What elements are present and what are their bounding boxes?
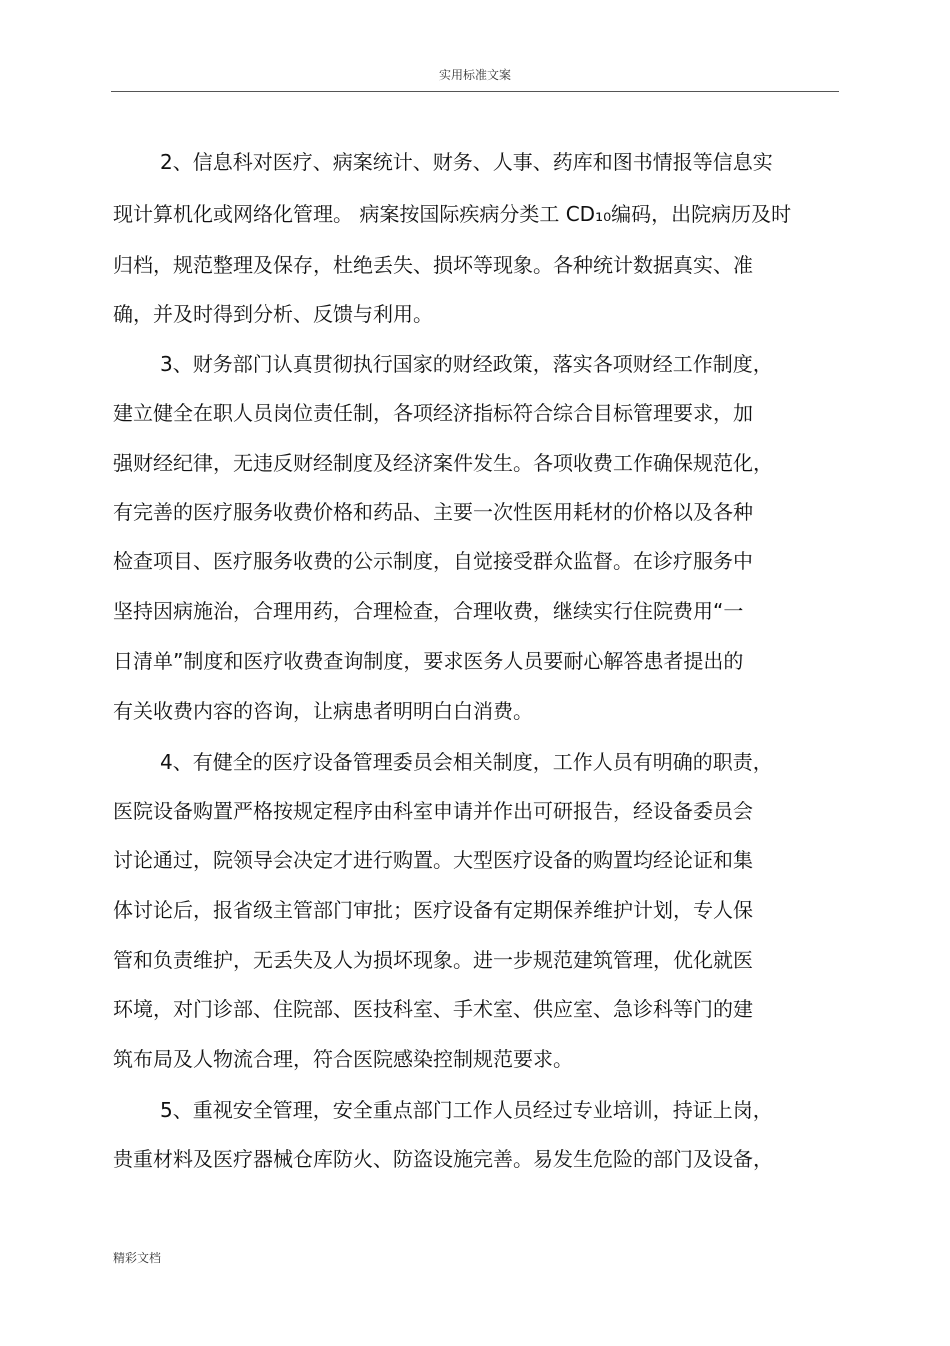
paragraph-4-line-7: 筑布局及人物流合理，符合医院感染控制规范要求。 xyxy=(113,1047,573,1071)
paragraph-3-line-7: 日清单”制度和医疗收费查询制度，要求医务人员要耐心解答患者提出的 xyxy=(113,649,744,673)
paragraph-4-line-4: 体讨论后，报省级主管部门审批；医疗设备有定期保养维护计划，专人保 xyxy=(113,898,753,922)
paragraph-3-line-1: 3、财务部门认真贯彻执行国家的财经政策，落实各项财经工作制度， xyxy=(160,352,773,376)
paragraph-3-line-2: 建立健全在职人员岗位责任制，各项经济指标符合综合目标管理要求，加 xyxy=(113,401,753,425)
paragraph-4-line-6: 环境，对门诊部、住院部、医技科室、手术室、供应室、急诊科等门的建 xyxy=(113,997,753,1021)
paragraph-2-line-1: 2、信息科对医疗、病案统计、财务、人事、药库和图书情报等信息实 xyxy=(160,150,773,174)
paragraph-3-line-3: 强财经纪律，无违反财经制度及经济案件发生。各项收费工作确保规范化， xyxy=(113,451,773,475)
paragraph-2-line-3: 归档，规范整理及保存，杜绝丢失、损坏等现象。各种统计数据真实、准 xyxy=(113,253,753,277)
paragraph-4-line-2: 医院设备购置严格按规定程序由科室申请并作出可研报告，经设备委员会 xyxy=(113,799,753,823)
paragraph-3-line-6: 坚持因病施治，合理用药，合理检查，合理收费，继续实行住院费用“一 xyxy=(113,599,744,623)
paragraph-4-line-3: 讨论通过，院领导会决定才进行购置。大型医疗设备的购置均经论证和集 xyxy=(113,848,753,872)
paragraph-4-line-1: 4、有健全的医疗设备管理委员会相关制度，工作人员有明确的职责， xyxy=(160,750,773,774)
paragraph-5-line-1: 5、重视安全管理，安全重点部门工作人员经过专业培训，持证上岗， xyxy=(160,1098,773,1122)
header-divider xyxy=(111,91,839,92)
paragraph-5-line-2: 贵重材料及医疗器械仓库防火、防盗设施完善。易发生危险的部门及设备， xyxy=(113,1147,773,1171)
paragraph-4-line-5: 管和负责维护，无丢失及人为损坏现象。进一步规范建筑管理，优化就医 xyxy=(113,948,753,972)
paragraph-3-line-5: 检查项目、医疗服务收费的公示制度，自觉接受群众监督。在诊疗服务中 xyxy=(113,549,753,573)
page-header-title: 实用标准文案 xyxy=(438,68,511,82)
paragraph-3-line-8: 有关收费内容的咨询，让病患者明明白白消费。 xyxy=(113,699,533,723)
page-footer-label: 精彩文档 xyxy=(113,1251,162,1265)
paragraph-3-line-4: 有完善的医疗服务收费价格和药品、主要一次性医用耗材的价格以及各种 xyxy=(113,500,753,524)
paragraph-2-line-2: 现计算机化或网络化管理。 病案按国际疾病分类工 CD​₁₀编码，出院病历及时 xyxy=(113,202,792,226)
paragraph-2-line-4: 确，并及时得到分析、反馈与利用。 xyxy=(113,302,433,326)
